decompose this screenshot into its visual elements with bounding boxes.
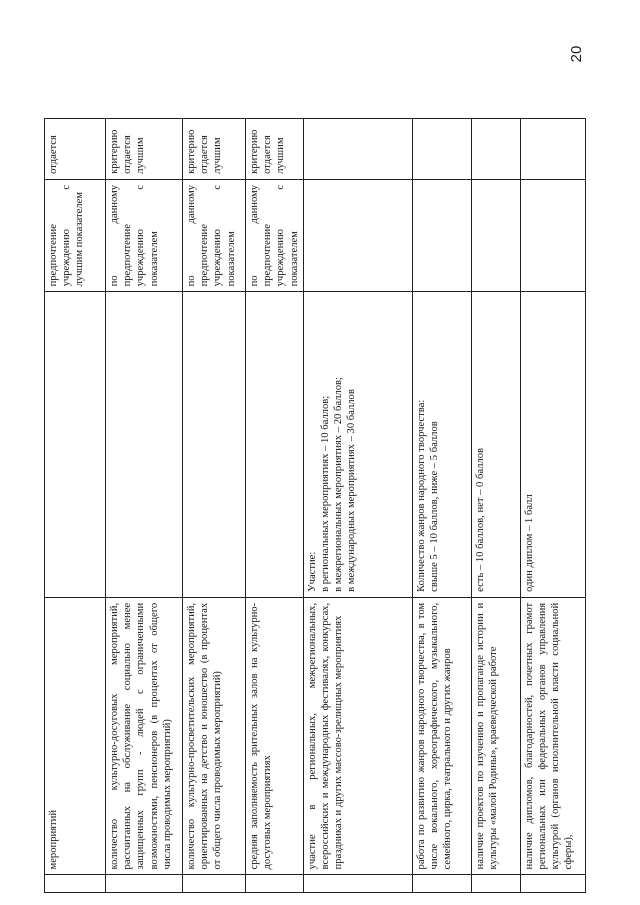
scoring-line: в региональных мероприятиях – 10 баллов; <box>320 395 332 592</box>
criterion-cell: по данному предпочтение учреждению с показателем <box>246 179 304 291</box>
criterion-cell <box>520 179 585 291</box>
criterion-cell <box>471 179 520 291</box>
indicator-cell: работа по развитию жанров народного творчества, в том числе вокального, хореографического, музыкального, семейного, цирка, театрального и других жанров <box>412 597 471 875</box>
empty-cell <box>246 875 304 893</box>
criterion-cell: по данному предпочтение учреждению с показателем <box>183 179 246 291</box>
scoring-cell <box>412 292 471 597</box>
weight-cell: критерию отдается лучшим <box>183 119 246 180</box>
scoring-cell <box>183 292 246 597</box>
weight-cell <box>412 119 471 180</box>
scoring-cell <box>106 292 183 597</box>
empty-cell <box>471 875 520 893</box>
weight-cell <box>471 119 520 180</box>
scoring-line: свыше 5 – 10 баллов, ниже – 5 баллов <box>429 421 441 592</box>
table-row <box>246 119 304 893</box>
criteria-table <box>44 118 586 893</box>
table-row <box>106 119 183 893</box>
table-row <box>303 119 412 893</box>
weight-cell: критерию отдается лучшим <box>246 119 304 180</box>
table-row <box>183 119 246 893</box>
indicator-cell: наличие проектов по изучению и пропаганде истории и культуры «малой Родины», краеведческой работе <box>471 597 520 875</box>
scoring-line: есть – 10 баллов, нет – 0 баллов <box>474 447 486 592</box>
scoring-cell <box>303 292 412 597</box>
criterion-cell: по данному предпочтение учреждению с показателем <box>106 179 183 291</box>
empty-cell <box>45 875 106 893</box>
table-row <box>45 119 106 893</box>
empty-cell <box>303 875 412 893</box>
scoring-line: в межрегиональных мероприятиях – 20 баллов; <box>333 377 345 592</box>
indicator-cell: количество культурно-досуговых мероприятий, рассчитанных на обслуживание социально менее защищенных групп - людей с ограниченными возможностями, пенсионеров (в процентах от общего числа проводимых мероприятий) <box>106 597 183 875</box>
empty-cell <box>183 875 246 893</box>
scoring-cell <box>520 292 585 597</box>
indicator-cell: количество культурно-просветительских мероприятий, ориентированных на детство и юношество (в процентах от общего числа проводимых мероприятий) <box>183 597 246 875</box>
indicator-cell: участие в региональных, межрегиональных, всероссийских и международных фестивалях, конкурсах, праздниках и других массово-зрелищных мероприятиях <box>303 597 412 875</box>
scoring-line: в международных мероприятиях – 30 баллов <box>346 389 358 592</box>
table-row <box>520 119 585 893</box>
scoring-cell <box>246 292 304 597</box>
indicator-cell: наличие дипломов, благодарностей, почетных грамот региональных или федеральных органов управления культурой (органов исполнительной власти социальной сферы), <box>520 597 585 875</box>
weight-cell <box>303 119 412 180</box>
scoring-line: Количество жанров народного творчества: <box>415 399 427 592</box>
scoring-line: Участие: <box>306 551 318 592</box>
empty-cell <box>106 875 183 893</box>
weight-cell <box>520 119 585 180</box>
scoring-cell <box>471 292 520 597</box>
empty-cell <box>412 875 471 893</box>
criterion-cell: предпочтение учреждению с лучшим показателем <box>45 179 106 291</box>
weight-cell: отдается <box>45 119 106 180</box>
rotated-page <box>44 118 575 893</box>
page-number: 20 <box>568 45 585 63</box>
criterion-cell <box>412 179 471 291</box>
indicator-cell: мероприятий <box>45 597 106 875</box>
weight-cell: критерию отдается лучшим <box>106 119 183 180</box>
scoring-cell <box>45 292 106 597</box>
indicator-cell: средняя заполняемость зрительных залов на культурно-досуговых мероприятиях <box>246 597 304 875</box>
table-row <box>412 119 471 893</box>
criterion-cell <box>303 179 412 291</box>
table-row <box>471 119 520 893</box>
empty-cell <box>520 875 585 893</box>
scoring-line: один диплом – 1 балл <box>523 494 535 592</box>
